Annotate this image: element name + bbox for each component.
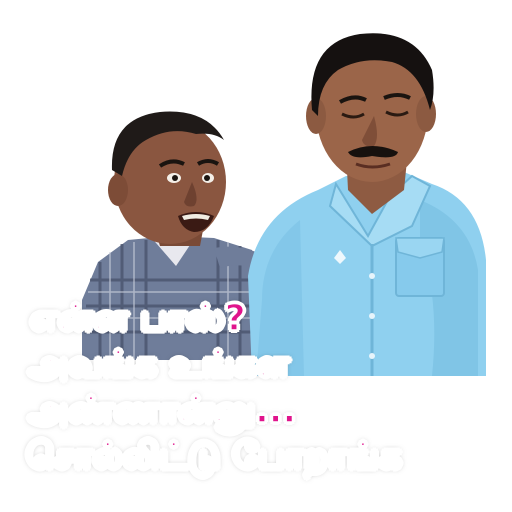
meme-caption (26, 296, 496, 480)
caption-line-3: அண்ணான்னு... (28, 390, 297, 431)
caption-line-4: சொல்லிட்டு போறாங்க (26, 436, 402, 477)
caption-line-2: அவங்க உங்கள (28, 344, 290, 385)
caption-line-1: என்ன பாஸ்? (30, 298, 246, 339)
